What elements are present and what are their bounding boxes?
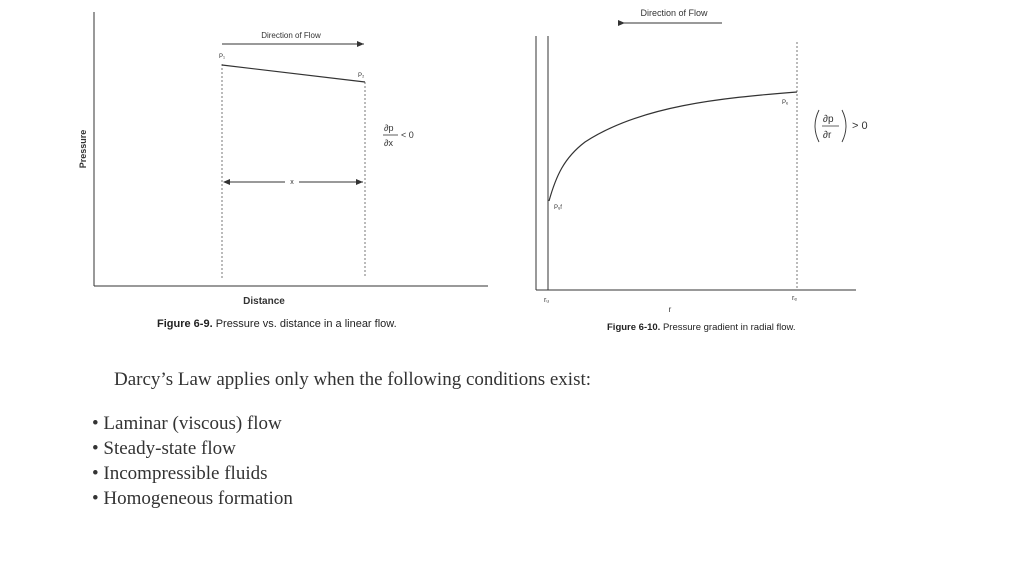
gradient-paren-left bbox=[815, 110, 819, 142]
r-axis-label: r bbox=[668, 305, 672, 314]
rw-label: rᵤ bbox=[544, 297, 550, 304]
intro-paragraph: Darcy’s Law applies only when the following conditions exist: bbox=[114, 369, 592, 390]
gradient-numerator: ∂p bbox=[823, 114, 834, 125]
flow-label: Direction of Flow bbox=[640, 8, 708, 18]
list-item: • Steady-state flow bbox=[92, 436, 293, 461]
pwf-label: Pᵤf bbox=[554, 205, 562, 211]
radial-flow-figure bbox=[536, 8, 868, 314]
p2-label: P₂ bbox=[358, 73, 365, 79]
pressure-line bbox=[222, 65, 365, 82]
conditions-list bbox=[92, 411, 293, 511]
y-axis-label: Pressure bbox=[78, 129, 88, 169]
gradient-paren-right bbox=[842, 110, 846, 142]
re-label: rₑ bbox=[792, 295, 797, 302]
distance-label: x bbox=[290, 179, 294, 186]
pressure-curve bbox=[549, 92, 797, 201]
gradient-numerator: ∂p bbox=[384, 123, 394, 133]
figure-6-9-caption bbox=[157, 318, 397, 330]
list-item: • Incompressible fluids bbox=[92, 461, 293, 486]
pe-label: Pₑ bbox=[782, 100, 789, 106]
caption-text: Pressure vs. distance in a linear flow. bbox=[215, 318, 397, 330]
caption-text: Pressure gradient in radial flow. bbox=[662, 322, 796, 333]
list-item: • Homogeneous formation bbox=[92, 486, 293, 511]
linear-flow-figure bbox=[78, 12, 488, 307]
gradient-denominator: ∂x bbox=[384, 138, 393, 148]
figure-6-10-caption bbox=[607, 322, 796, 333]
x-axis-label: Distance bbox=[243, 296, 285, 307]
p1-label: P₁ bbox=[219, 54, 226, 60]
gradient-relation: < 0 bbox=[401, 130, 414, 140]
flow-label: Direction of Flow bbox=[261, 31, 321, 40]
list-item: • Laminar (viscous) flow bbox=[92, 411, 293, 436]
caption-number: Figure 6-9. bbox=[157, 318, 213, 330]
gradient-relation: > 0 bbox=[852, 120, 868, 132]
caption-number: Figure 6-10. bbox=[607, 322, 661, 333]
gradient-denominator: ∂r bbox=[823, 130, 832, 141]
